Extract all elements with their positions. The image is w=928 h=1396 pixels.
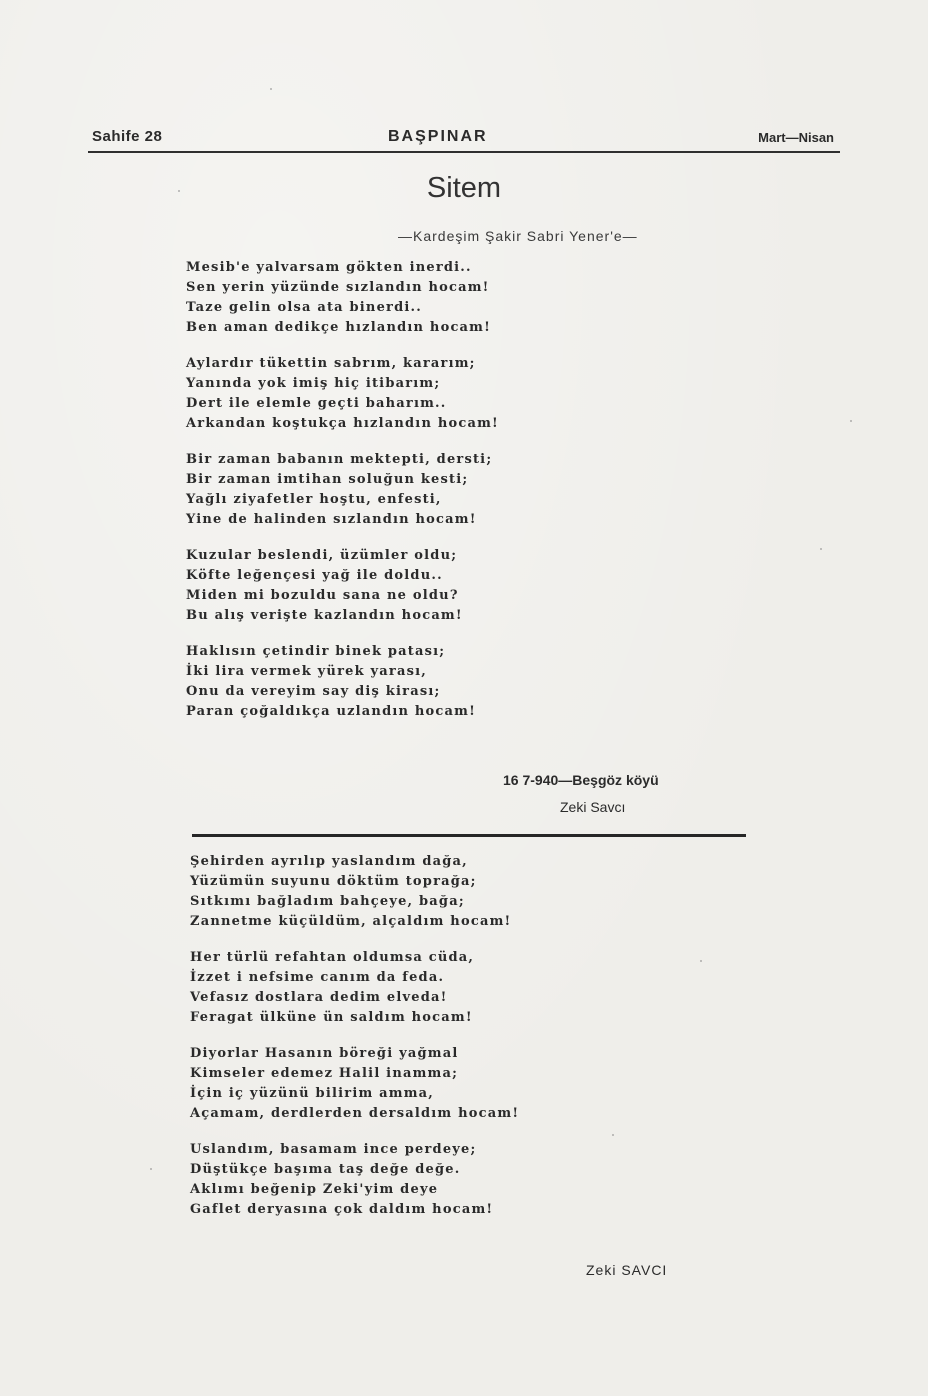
verse-line: Yağlı ziyafetler hoştu, enfesti, [186,492,442,507]
print-speck [270,88,272,90]
verse-line: Uslandım, basamam ince perdeye; [190,1142,477,1157]
verse-line: Bir zaman babanın mektepti, dersti; [186,452,493,467]
verse-line: Onu da vereyim say diş kirası; [186,684,441,699]
print-speck [700,960,702,962]
verse-line: Diyorlar Hasanın böreği yağmal [190,1046,459,1061]
verse-line: Aklımı beğenip Zeki'yim deye [190,1182,439,1197]
stanza [186,450,606,530]
verse-line: Düştükçe başıma taş değe değe. [190,1162,461,1177]
verse-line: Bu alış verişte kazlandın hocam! [186,608,463,623]
verse-line: Şehirden ayrılıp yaslandım dağa, [190,854,468,869]
poem-dedication: —Kardeşim Şakir Sabri Yener'e— [398,228,638,244]
verse-line: Zannetme küçüldüm, alçaldım hocam! [190,914,512,929]
verse-line: Yine de halinden sızlandın hocam! [186,512,477,527]
stanza [190,1044,610,1124]
verse-line: Paran çoğaldıkça uzlandın hocam! [186,704,477,719]
verse-line: Dert ile elemle geçti baharım.. [186,396,447,411]
verse-line: Miden mi bozuldu sana ne oldu? [186,588,459,603]
verse-line: Kimseler edemez Halil inamma; [190,1066,459,1081]
print-speck [850,420,852,422]
verse-line: Gaflet deryasına çok daldım hocam! [190,1202,494,1217]
verse-line: Haklısın çetindir binek patası; [186,644,446,659]
signature-date: 16 7-940—Beşgöz köyü [503,772,659,788]
stanza [190,1140,610,1220]
verse-line: Sen yerin yüzünde sızlandın hocam! [186,280,490,295]
stanza [186,546,606,626]
verse-line: Her türlü refahtan oldumsa cüda, [190,950,475,965]
page-number: Sahife 28 [92,128,163,145]
verse-line: İki lira vermek yürek yarası, [186,664,427,679]
print-speck [150,1168,152,1170]
verse-line: Mesib'e yalvarsam gökten inerdi.. [186,260,472,275]
stanza [186,354,606,434]
verse-line: Bir zaman imtihan soluğun kesti; [186,472,469,487]
verse-line: Yüzümün suyunu döktüm toprağa; [190,874,477,889]
stanza [186,258,606,338]
verse-line: Feragat ülküne ün saldım hocam! [190,1010,473,1025]
verse-line: Ben aman dedikçe hızlandın hocam! [186,320,492,335]
header-rule [88,151,840,153]
verse-line: Köfte leğençesi yağ ile doldu.. [186,568,443,583]
verse-line: Açamam, derdlerden dersaldım hocam! [190,1106,520,1121]
journal-title: BAŞPINAR [388,128,488,145]
stanza [190,852,610,932]
verse-line: Sıtkımı bağladım bahçeye, bağa; [190,894,465,909]
verse-line: İçin iç yüzünü bilirim amma, [190,1086,435,1101]
stanza [190,948,610,1028]
stanza [186,642,606,722]
verse-line: Aylardır tükettin sabrım, kararım; [186,356,476,371]
verse-line: İzzet i nefsime canım da feda. [190,970,445,985]
poem-title: Sitem [426,172,502,204]
print-speck [178,190,180,192]
print-speck [820,548,822,550]
verse-line: Taze gelin olsa ata binerdi.. [186,300,422,315]
final-signature: Zeki SAVCI [586,1262,668,1278]
verse-line: Vefasız dostlara dedim elveda! [190,990,448,1005]
page-header [88,124,840,156]
verse-line: Yanında yok imiş hiç itibarım; [186,376,441,391]
verse-line: Kuzular beslendi, üzümler oldu; [186,548,458,563]
section-divider [192,834,746,837]
poem2-body [190,852,610,1236]
poem1-body [186,258,606,738]
verse-line: Arkandan koştukça hızlandın hocam! [186,416,499,431]
print-speck [612,1134,614,1136]
issue-date: Mart—Nisan [758,130,834,145]
signature-name: Zeki Savcı [560,799,626,815]
